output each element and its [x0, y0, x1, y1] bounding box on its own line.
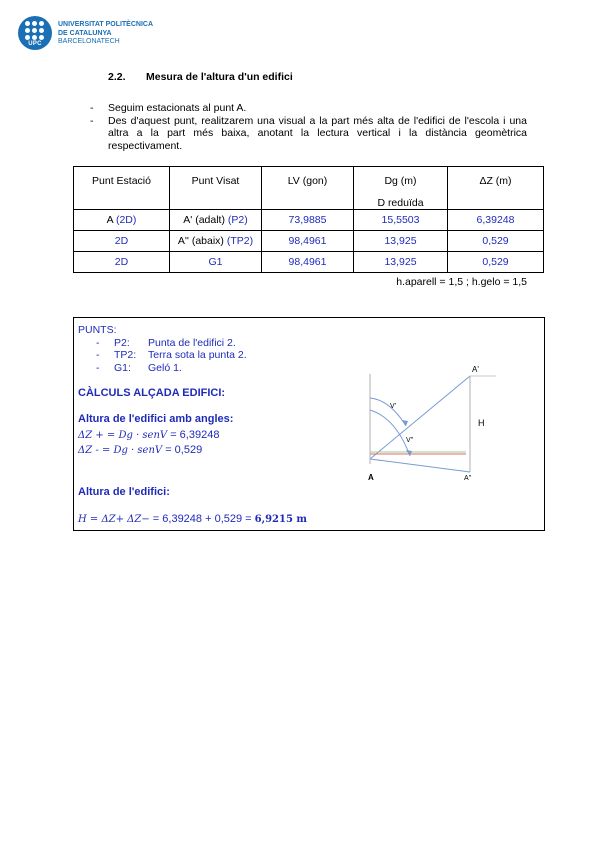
header-cell: Punt Visat: [170, 167, 262, 210]
list-item: - Des d'aquest punt, realitzarem una visual a la part més alta de l'edifici de l'escola i una altra a la part més baixa, anotant la lectura vertical i la distància geomètrica respectivament.: [90, 114, 527, 152]
table-row: 2D A'' (abaix) (TP2) 98,4961 13,925 0,529: [74, 231, 544, 252]
label-top: A': [472, 365, 479, 374]
header-cell: Dg (m) D reduïda: [354, 167, 448, 210]
section-heading: [108, 71, 293, 83]
table-header-row: [74, 167, 544, 210]
upc-logo-icon: [18, 16, 52, 50]
calc-title: CÀLCULS ALÇADA EDIFICI:: [78, 387, 226, 399]
building-height-diagram: [366, 354, 516, 484]
header-cell: ΔZ (m): [448, 167, 544, 210]
formula-height: H = ΔZ+ ΔZ− = 6,39248 + 0,529 = 6,9215 m: [78, 513, 307, 525]
angles-title: Altura de l'edifici amb angles:: [78, 413, 234, 425]
table-row: A (2D) A' (adalt) (P2) 73,9885 15,5503 6,39248: [74, 210, 544, 231]
logo-abbr: UPC: [28, 41, 42, 47]
label-bottom: A'': [464, 475, 472, 482]
logo-line-1: UNIVERSITAT POLITÈCNICA: [58, 21, 154, 28]
arrow-head-v2: [406, 450, 412, 456]
sight-line-bottom: [370, 459, 470, 472]
section-number: 2.2.: [108, 71, 126, 83]
angle-arc-v2: [370, 410, 410, 456]
label-h: H: [478, 418, 485, 428]
table-footnote: h.aparell = 1,5 ; h.gelo = 1,5: [396, 276, 527, 288]
calculation-box: [73, 317, 545, 531]
header-cell: LV (gon): [262, 167, 354, 210]
logo-line-3: BARCELONATECH: [58, 38, 120, 45]
formula-dz-plus: ΔZ + = Dg · senV = 6,39248: [78, 429, 220, 441]
bullet-list: [90, 102, 527, 152]
university-logo: [18, 16, 153, 50]
height-title: Altura de l'edifici:: [78, 486, 170, 498]
table-row: 2D G1 98,4961 13,925 0,529: [74, 252, 544, 273]
formula-dz-minus: ΔZ - = Dg · senV = 0,529: [78, 444, 203, 456]
label-v1: V': [390, 403, 397, 410]
header-cell: Punt Estació: [74, 167, 170, 210]
points-title: PUNTS:: [78, 324, 117, 336]
list-item: - TP2: Terra sota la punta 2.: [96, 349, 247, 361]
list-item: - G1: Geló 1.: [96, 361, 182, 374]
section-title: Mesura de l'altura d'un edifici: [146, 71, 293, 83]
label-a: A: [368, 473, 374, 482]
label-v2: V'': [406, 437, 414, 444]
list-item: - P2: Punta de l'edifici 2.: [96, 336, 236, 349]
list-item: - Seguim estacionats al punt A.: [90, 102, 247, 114]
measurement-table: [73, 166, 544, 273]
points-legend: [78, 324, 247, 374]
logo-line-2: DE CATALUNYA: [58, 29, 112, 37]
